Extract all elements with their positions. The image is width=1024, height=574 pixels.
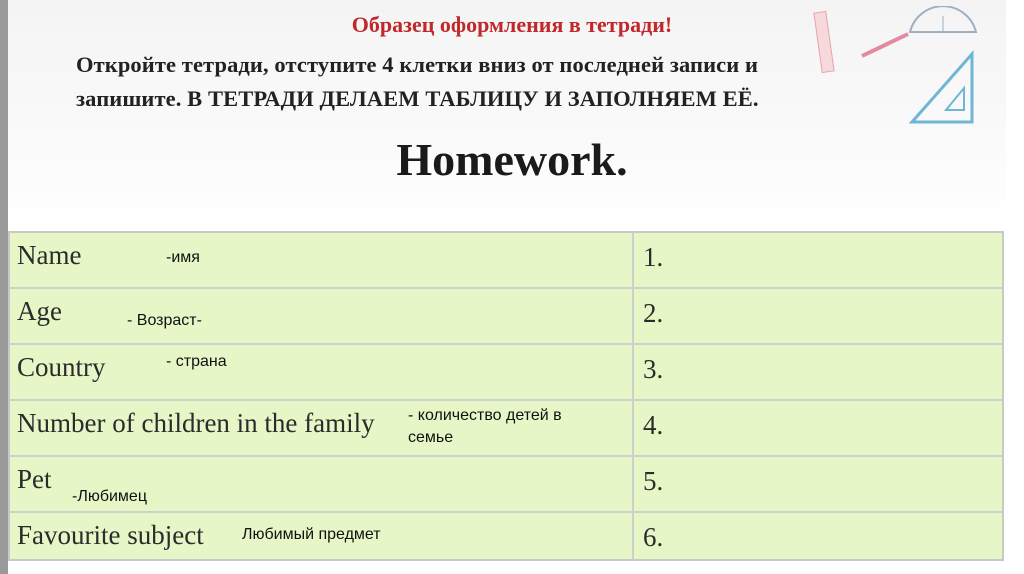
row-number: 5. [643,466,664,496]
row-number: 6. [643,522,664,552]
table-row [10,345,1002,401]
homework-heading: Homework. [396,134,628,185]
table-row [10,233,1002,289]
translation-note-pet: -Любимец [72,488,147,505]
row-number: 2. [643,298,664,328]
translation-note-children-line2: семье [408,429,454,446]
homework-table [8,231,1004,561]
instruction-line-2: запишите. В ТЕТРАДИ ДЕЛАЕМ ТАБЛИЦУ И ЗАПОЛНЯЕМ ЕЁ. [76,86,759,111]
page-title: Образец оформления в тетради! [351,12,673,37]
row-number: 1. [643,242,664,272]
translation-note-children [408,405,562,449]
triangle-ruler-icon [912,54,972,122]
row-label: Country [17,352,106,382]
row-label: Number of children in the family [17,408,375,438]
left-edge-bar [0,0,8,574]
protractor-icon [910,6,976,32]
table-row [10,513,1002,559]
ruler-icon [814,11,834,72]
translation-note-age: - Возраст- [127,312,202,329]
translation-note-country: - страна [166,353,227,370]
row-label: Favourite subject [17,520,204,550]
row-number: 4. [643,410,664,440]
instruction-text [76,48,906,116]
translation-note-name: -имя [166,249,200,266]
translation-note-children-line1: - количество детей в [408,407,562,424]
row-label: Pet [17,464,52,494]
table-row [10,457,1002,513]
pencil-icon [862,34,908,56]
row-number: 3. [643,354,664,384]
school-tools-illustration [800,6,1000,136]
row-label: Name [17,240,82,270]
translation-note-subject: Любимый предмет [242,526,381,543]
instruction-line-1: Откройте тетради, отступите 4 клетки вниз от последней записи и [76,52,759,77]
row-label: Age [17,296,62,326]
